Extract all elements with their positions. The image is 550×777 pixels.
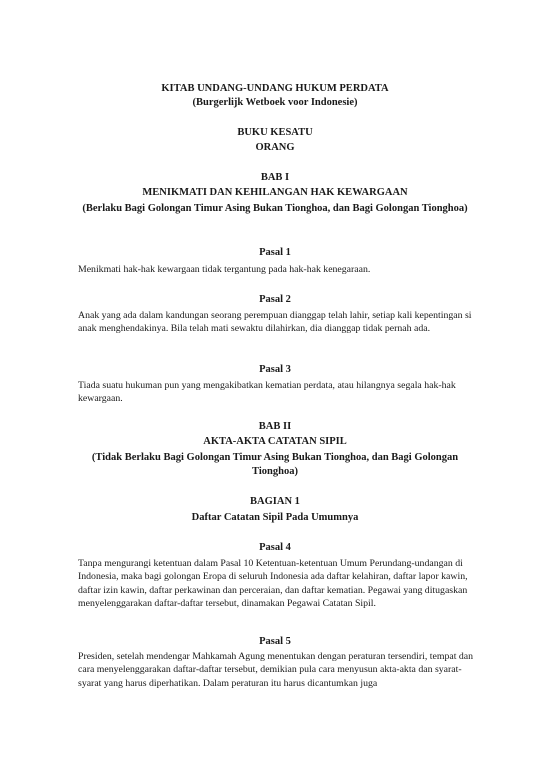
pasal2-text: Anak yang ada dalam kandungan seorang perempuan dianggap telah lahir, setiap kali kepentingan si anak menghendakinya. Bila telah mati sewaktu dilahirkan, dia dianggap tidak pernah ada. xyxy=(78,310,472,335)
pasal3-text: Tiada suatu hukuman pun yang mengakibatkan kematian perdata, atau hilangnya segala hak-hak kewargaan. xyxy=(78,380,456,405)
bab1-note: (Berlaku Bagi Golongan Timur Asing Bukan Tionghoa, dan Bagi Golongan Tionghoa) xyxy=(82,203,468,214)
document-subtitle: (Burgerlijk Wetboek voor Indonesie) xyxy=(192,97,358,108)
pasal1-heading: Pasal 1 xyxy=(259,247,291,258)
bab1-title: MENIKMATI DAN KEHILANGAN HAK KEWARGAAN xyxy=(142,187,408,198)
document-title: KITAB UNDANG-UNDANG HUKUM PERDATA xyxy=(161,83,389,94)
bab2-heading: BAB II xyxy=(258,421,292,432)
bab2-title: AKTA-AKTA CATATAN SIPIL xyxy=(203,436,347,447)
pasal5-text: Presiden, setelah mendengar Mahkamah Agung menentukan dengan peraturan tersendiri, tempat dan cara menyelenggarakan daftar-daftar tersebut, demikian pula cara menyusun akta-akta dan syarat-syarat yang harus diperhatikan. Dalam peraturan itu harus dicantumkan juga xyxy=(78,651,474,689)
bagian1-title: Daftar Catatan Sipil Pada Umumnya xyxy=(191,512,359,523)
bab1-heading: BAB I xyxy=(260,172,290,183)
pasal3-heading: Pasal 3 xyxy=(259,364,291,375)
book-heading: BUKU KESATU xyxy=(237,127,313,138)
pasal5-heading: Pasal 5 xyxy=(259,636,291,647)
pasal4-heading: Pasal 4 xyxy=(259,542,291,553)
book-title: ORANG xyxy=(255,142,295,153)
bagian1-heading: BAGIAN 1 xyxy=(250,496,300,507)
bab2-note: (Tidak Berlaku Bagi Golongan Timur Asing Bukan Tionghoa, dan Bagi Golongan Tionghoa) xyxy=(91,452,459,477)
pasal1-text: Menikmati hak-hak kewargaan tidak tergantung pada hak-hak kenegaraan. xyxy=(78,264,371,275)
pasal2-heading: Pasal 2 xyxy=(259,294,291,305)
pasal4-text: Tanpa mengurangi ketentuan dalam Pasal 10 Ketentuan-ketentuan Umum Perundang-undangan di Indonesia, maka bagi golongan Eropa di seluruh Indonesia ada daftar kelahiran, daftar lapor kawin, daftar izin kawin, daftar perkawinan dan perceraian, dan daftar kematian. Pegawai yang ditugaskan menyelenggarakan daftar-daftar tersebut, dinamakan Pegawai Catatan Sipil. xyxy=(78,558,468,609)
